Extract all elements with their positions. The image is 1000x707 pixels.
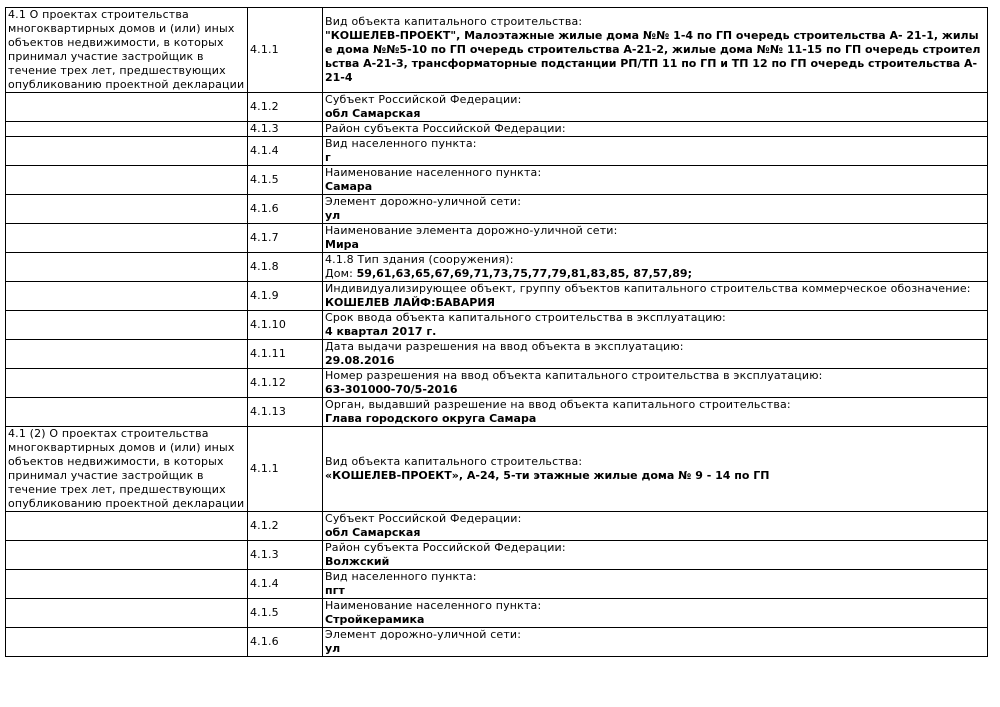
section-empty-cell <box>6 369 248 398</box>
section-empty-cell <box>6 541 248 570</box>
field-value-line <box>325 584 985 598</box>
field-value: Волжский <box>325 555 390 568</box>
section-label-cell: 4.1 (2) О проектах строительства многоквартирных домов и (или) иных объектов недвижимости, в которых принимал участие застройщик в течение трех лет, предшествующих опубликованию проектной декларации <box>6 427 248 512</box>
field-label: Наименование элемента дорожно-уличной сети: <box>325 224 618 237</box>
table-row <box>6 570 988 599</box>
row-content-cell <box>323 541 988 570</box>
row-content-cell <box>323 195 988 224</box>
section-empty-cell <box>6 93 248 122</box>
field-value-line <box>325 642 985 656</box>
section-empty-cell <box>6 195 248 224</box>
field-label: Номер разрешения на ввод объекта капитального строительства в эксплуатацию: <box>325 369 823 382</box>
field-label: Индивидуализирующее объект, группу объектов капитального строительства коммерческое обозначение: <box>325 282 971 295</box>
row-content-cell <box>323 599 988 628</box>
table-row <box>6 224 988 253</box>
row-content-cell <box>323 253 988 282</box>
row-content-cell <box>323 570 988 599</box>
field-label: Вид населенного пункта: <box>325 137 477 150</box>
field-value: «КОШЕЛЕВ-ПРОЕКТ», А-24, 5-ти этажные жилые дома № 9 - 14 по ГП <box>325 469 770 482</box>
row-number-cell: 4.1.6 <box>248 628 323 657</box>
section-empty-cell <box>6 166 248 195</box>
field-value-line <box>325 296 985 310</box>
table-row <box>6 282 988 311</box>
field-value: 29.08.2016 <box>325 354 395 367</box>
row-content-cell <box>323 166 988 195</box>
section-empty-cell <box>6 224 248 253</box>
field-value-line <box>325 180 985 194</box>
table-row <box>6 311 988 340</box>
section-empty-cell <box>6 570 248 599</box>
field-label: Дата выдачи разрешения на ввод объекта в эксплуатацию: <box>325 340 684 353</box>
field-label: Срок ввода объекта капитального строительства в эксплуатацию: <box>325 311 726 324</box>
row-number-cell: 4.1.4 <box>248 570 323 599</box>
field-label: Наименование населенного пункта: <box>325 599 542 612</box>
field-value-line <box>325 412 985 426</box>
field-label: Вид объекта капитального строительства: <box>325 455 583 468</box>
row-content-cell <box>323 122 988 137</box>
field-label: Район субъекта Российской Федерации: <box>325 541 566 554</box>
table-row <box>6 398 988 427</box>
row-content-cell <box>323 340 988 369</box>
field-value: 4 квартал 2017 г. <box>325 325 437 338</box>
table-row <box>6 512 988 541</box>
row-content-cell <box>323 282 988 311</box>
field-value-line <box>325 383 985 397</box>
row-content-cell <box>323 224 988 253</box>
section-empty-cell <box>6 628 248 657</box>
table-row <box>6 427 988 512</box>
section-empty-cell <box>6 122 248 137</box>
field-value: ул <box>325 209 341 222</box>
field-label: Субъект Российской Федерации: <box>325 93 522 106</box>
field-value-line <box>325 29 985 85</box>
field-value: обл Самарская <box>325 107 421 120</box>
row-number-cell: 4.1.9 <box>248 282 323 311</box>
field-label: Орган, выдавший разрешение на ввод объекта капитального строительства: <box>325 398 791 411</box>
row-number-cell: 4.1.3 <box>248 541 323 570</box>
section-empty-cell <box>6 137 248 166</box>
field-value-line <box>325 354 985 368</box>
row-number-cell: 4.1.8 <box>248 253 323 282</box>
row-content-cell <box>323 398 988 427</box>
field-value-line <box>325 325 985 339</box>
field-label: Район субъекта Российской Федерации: <box>325 122 566 135</box>
field-value: Самара <box>325 180 373 193</box>
section-empty-cell <box>6 398 248 427</box>
field-value-line <box>325 469 985 483</box>
table-row <box>6 137 988 166</box>
field-value-prefix: Дом: <box>325 267 357 280</box>
field-value: Мира <box>325 238 359 251</box>
field-value-line <box>325 238 985 252</box>
field-label: 4.1.8 Тип здания (сооружения): <box>325 253 514 266</box>
field-value: 63-301000-70/5-2016 <box>325 383 458 396</box>
row-number-cell: 4.1.5 <box>248 599 323 628</box>
row-number-cell: 4.1.2 <box>248 93 323 122</box>
field-value-line <box>325 555 985 569</box>
field-value: Глава городского округа Самара <box>325 412 537 425</box>
row-number-cell: 4.1.1 <box>248 427 323 512</box>
field-value: пгт <box>325 584 345 597</box>
field-value: Стройкерамика <box>325 613 425 626</box>
row-number-cell: 4.1.6 <box>248 195 323 224</box>
row-number-cell: 4.1.10 <box>248 311 323 340</box>
section-empty-cell <box>6 282 248 311</box>
field-value: КОШЕЛЕВ ЛАЙФ:БАВАРИЯ <box>325 296 496 309</box>
table-row <box>6 195 988 224</box>
table-row <box>6 122 988 137</box>
project-declaration-table <box>5 7 988 657</box>
field-value: обл Самарская <box>325 526 421 539</box>
row-number-cell: 4.1.4 <box>248 137 323 166</box>
field-label: Субъект Российской Федерации: <box>325 512 522 525</box>
row-number-cell: 4.1.3 <box>248 122 323 137</box>
field-value-line <box>325 613 985 627</box>
row-number-cell: 4.1.2 <box>248 512 323 541</box>
row-number-cell: 4.1.7 <box>248 224 323 253</box>
field-value: 59,61,63,65,67,69,71,73,75,77,79,81,83,85, 87,57,89; <box>356 267 692 280</box>
section-empty-cell <box>6 340 248 369</box>
row-content-cell <box>323 137 988 166</box>
row-content-cell <box>323 628 988 657</box>
field-value-line <box>325 267 985 281</box>
section-empty-cell <box>6 253 248 282</box>
table-row <box>6 340 988 369</box>
section-empty-cell <box>6 311 248 340</box>
row-content-cell <box>323 93 988 122</box>
field-label: Наименование населенного пункта: <box>325 166 542 179</box>
row-number-cell: 4.1.5 <box>248 166 323 195</box>
table-row <box>6 369 988 398</box>
table-row <box>6 253 988 282</box>
table-row <box>6 628 988 657</box>
field-value: "КОШЕЛЕВ-ПРОЕКТ", Малоэтажные жилые дома №№ 1-4 по ГП очередь строительства А- 21-1, жилые дома №№5-10 по ГП очередь строительства А-21-2, жилые дома №№ 11-15 по ГП очередь строительства А-21-3, трансформаторные подстанции РП/ТП 11 по ГП и ТП 12 по ГП очередь строительства А- 21-4 <box>325 29 981 84</box>
table-row <box>6 93 988 122</box>
field-label: Вид населенного пункта: <box>325 570 477 583</box>
row-content-cell <box>323 8 988 93</box>
section-empty-cell <box>6 512 248 541</box>
field-value-line <box>325 209 985 223</box>
field-value-line <box>325 107 985 121</box>
field-value: г <box>325 151 331 164</box>
row-content-cell <box>323 311 988 340</box>
declaration-table-body <box>6 8 988 657</box>
row-content-cell <box>323 369 988 398</box>
field-label: Элемент дорожно-уличной сети: <box>325 628 522 641</box>
section-label-cell: 4.1 О проектах строительства многоквартирных домов и (или) иных объектов недвижимости, в которых принимал участие застройщик в течение трех лет, предшествующих опубликованию проектной декларации <box>6 8 248 93</box>
row-content-cell <box>323 427 988 512</box>
table-row <box>6 166 988 195</box>
row-content-cell <box>323 512 988 541</box>
row-number-cell: 4.1.12 <box>248 369 323 398</box>
field-value-line <box>325 151 985 165</box>
row-number-cell: 4.1.11 <box>248 340 323 369</box>
field-value: ул <box>325 642 341 655</box>
section-empty-cell <box>6 599 248 628</box>
row-number-cell: 4.1.1 <box>248 8 323 93</box>
table-row <box>6 541 988 570</box>
table-row <box>6 599 988 628</box>
field-label: Элемент дорожно-уличной сети: <box>325 195 522 208</box>
table-row <box>6 8 988 93</box>
row-number-cell: 4.1.13 <box>248 398 323 427</box>
field-value-line <box>325 526 985 540</box>
field-label: Вид объекта капитального строительства: <box>325 15 583 28</box>
